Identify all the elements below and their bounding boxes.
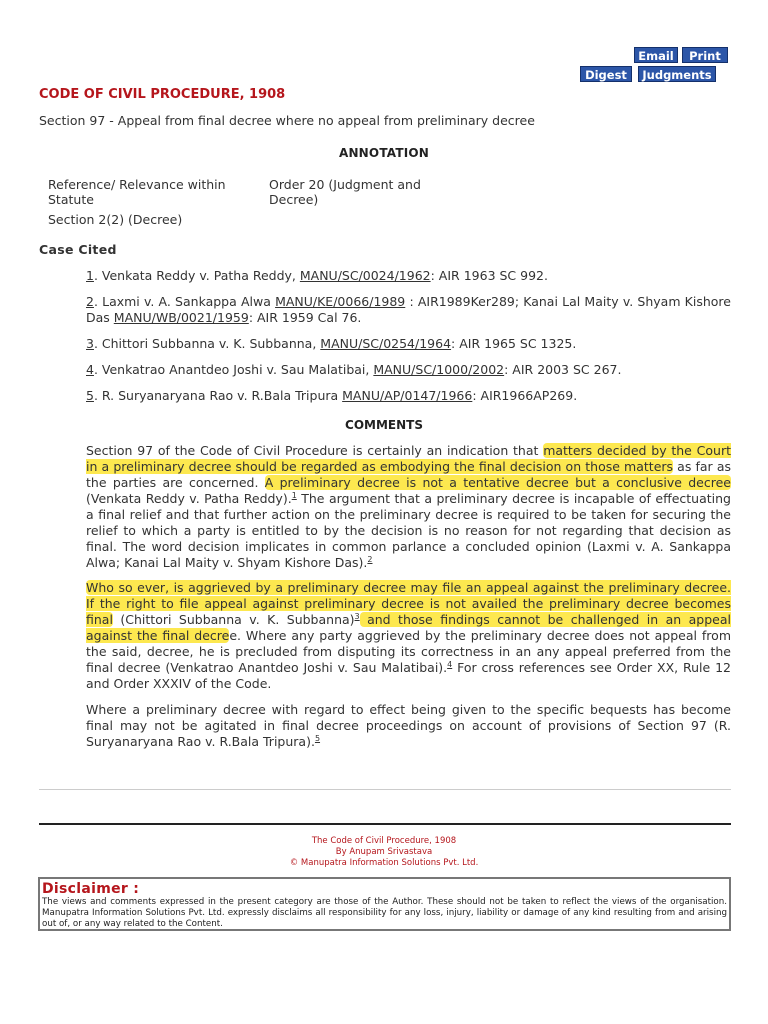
case-item bbox=[86, 294, 731, 326]
case-item bbox=[86, 362, 731, 378]
case-text: : AIR 1959 Cal 76. bbox=[248, 310, 362, 325]
judgments-button[interactable]: Judgments bbox=[638, 66, 716, 82]
divider bbox=[39, 823, 731, 825]
footnote-link[interactable]: 1 bbox=[291, 490, 297, 500]
case-cited-heading: Case Cited bbox=[39, 242, 117, 257]
case-text: : AIR 2003 SC 267. bbox=[504, 362, 622, 377]
case-text: . R. Suryanaryana Rao v. R.Bala Tripura bbox=[93, 388, 343, 403]
disclaimer-text: The views and comments expressed in the present category are those of the Author. These should not be taken to reflect the views of the organisation. Manupatra Information Solutions Pvt. Ltd. expressly disclaims all responsibility for any loss, injury, liability or damage of any kind resulting from and arising out of, or any way related to the Content. bbox=[42, 897, 727, 929]
comment-text: For cross references see Order XX, Rule 12 and Order XXXIV of the Code. bbox=[86, 660, 731, 691]
case-text: : AIR 1965 SC 1325. bbox=[451, 336, 577, 351]
page-title: CODE OF CIVIL PROCEDURE, 1908 bbox=[39, 87, 286, 102]
footnote-link[interactable]: 4 bbox=[447, 659, 453, 669]
comment-paragraph bbox=[86, 443, 731, 571]
manu-citation-link[interactable]: MANU/SC/0254/1964 bbox=[320, 336, 452, 351]
highlighted-text: Who so ever, is aggrieved by a preliminary decree may file an appeal against the preliminary decree. If the right to file appeal against preliminary decree is not availed the preliminary decree becomes final bbox=[86, 580, 731, 627]
manu-citation-link[interactable]: MANU/KE/0066/1989 bbox=[275, 294, 406, 309]
comment-text: as far as the parties are concerned. bbox=[86, 459, 731, 490]
comment-text: (Venkata Reddy v. Patha Reddy). bbox=[86, 491, 292, 506]
highlighted-text: matters decided by the Court in a preliminary decree should be regarded as embodying the final decision on those matters bbox=[86, 443, 731, 474]
case-number-link[interactable]: 1 bbox=[86, 268, 94, 283]
footer-copyright: © Manupatra Information Solutions Pvt. Ltd. bbox=[289, 858, 479, 868]
case-item bbox=[86, 268, 731, 284]
reference-section: Section 2(2) (Decree) bbox=[48, 212, 183, 227]
section-heading: Section 97 - Appeal from final decree where no appeal from preliminary decree bbox=[39, 113, 535, 128]
case-item bbox=[86, 388, 731, 404]
footnote-link[interactable]: 3 bbox=[354, 611, 360, 621]
reference-value: Order 20 (Judgment and Decree) bbox=[269, 177, 421, 207]
case-text: : AIR1989Ker289; Kanai Lal Maity v. Shyam Kishore Das bbox=[86, 294, 731, 325]
case-text: : AIR 1963 SC 992. bbox=[430, 268, 548, 283]
footnote-link[interactable]: 2 bbox=[367, 554, 373, 564]
comment-text: e. Where any party aggrieved by the preliminary decree does not appeal from the said, decree, he is precluded from disputing its correctness in an any appeal preferred from the final decree (Venkatrao Anantdeo Joshi v. Sau Malatibai). bbox=[86, 628, 731, 675]
print-button[interactable]: Print bbox=[682, 47, 728, 63]
manu-citation-link[interactable]: MANU/SC/1000/2002 bbox=[373, 362, 505, 377]
comment-text: (Chittori Subbanna v. K. Subbanna) bbox=[112, 612, 355, 627]
comments-heading: COMMENTS bbox=[345, 418, 423, 432]
case-item bbox=[86, 336, 731, 352]
manu-citation-link[interactable]: MANU/AP/0147/1966 bbox=[342, 388, 473, 403]
case-text: : AIR1966AP269. bbox=[472, 388, 578, 403]
case-text: . Laxmi v. A. Sankappa Alwa bbox=[93, 294, 276, 309]
footer bbox=[0, 836, 768, 869]
case-number-link[interactable]: 4 bbox=[86, 362, 94, 377]
case-number-link[interactable]: 3 bbox=[86, 336, 94, 351]
annotation-heading: ANNOTATION bbox=[338, 146, 430, 160]
digest-button[interactable]: Digest bbox=[580, 66, 632, 82]
case-list bbox=[86, 268, 731, 414]
manu-citation-link[interactable]: MANU/SC/0024/1962 bbox=[299, 268, 431, 283]
reference-label: Reference/ Relevance within Statute bbox=[48, 177, 226, 207]
case-text: . Venkata Reddy v. Patha Reddy, bbox=[93, 268, 300, 283]
manu-citation-link[interactable]: MANU/WB/0021/1959 bbox=[113, 310, 249, 325]
case-text: . Venkatrao Anantdeo Joshi v. Sau Malatibai, bbox=[93, 362, 374, 377]
highlighted-text: and those findings cannot be challenged in an appeal against the final decre bbox=[86, 612, 731, 643]
toolbar bbox=[580, 46, 730, 86]
comment-text: Section 97 of the Code of Civil Procedure is certainly an indication that bbox=[86, 443, 544, 458]
comment-paragraph bbox=[86, 702, 731, 750]
footer-title: The Code of Civil Procedure, 1908 bbox=[311, 836, 457, 846]
comment-text: The argument that a preliminary decree is incapable of effectuating a final relief and that further action on the preliminary decree is required to be taken for securing the relief to which a party is entitled to by the decision is no reason for not regarding that decision as final. The word decision implicates in common parlance a concluded opinion (Laxmi v. A. Sankappa Alwa; Kanai Lal Maity v. Shyam Kishore Das). bbox=[86, 491, 731, 570]
case-number-link[interactable]: 2 bbox=[86, 294, 94, 309]
case-text: . Chittori Subbanna v. K. Subbanna, bbox=[93, 336, 321, 351]
footer-author: By Anupam Srivastava bbox=[335, 847, 433, 857]
comment-text: Where a preliminary decree with regard to effect being given to the specific bequests has become final may not be agitated in final decree proceedings on account of provisions of Section 97 (R. Suryanaryana Rao v. R.Bala Tripura). bbox=[86, 702, 731, 749]
disclaimer-heading: Disclaimer : bbox=[42, 881, 140, 897]
disclaimer-box bbox=[38, 877, 731, 931]
comment-paragraph bbox=[86, 580, 731, 692]
footnote-link[interactable]: 5 bbox=[314, 733, 321, 743]
divider bbox=[39, 789, 731, 790]
highlighted-text: A preliminary decree is not a tentative decree but a conclusive decree bbox=[264, 475, 731, 490]
email-button[interactable]: Email bbox=[634, 47, 678, 63]
case-number-link[interactable]: 5 bbox=[86, 388, 94, 403]
